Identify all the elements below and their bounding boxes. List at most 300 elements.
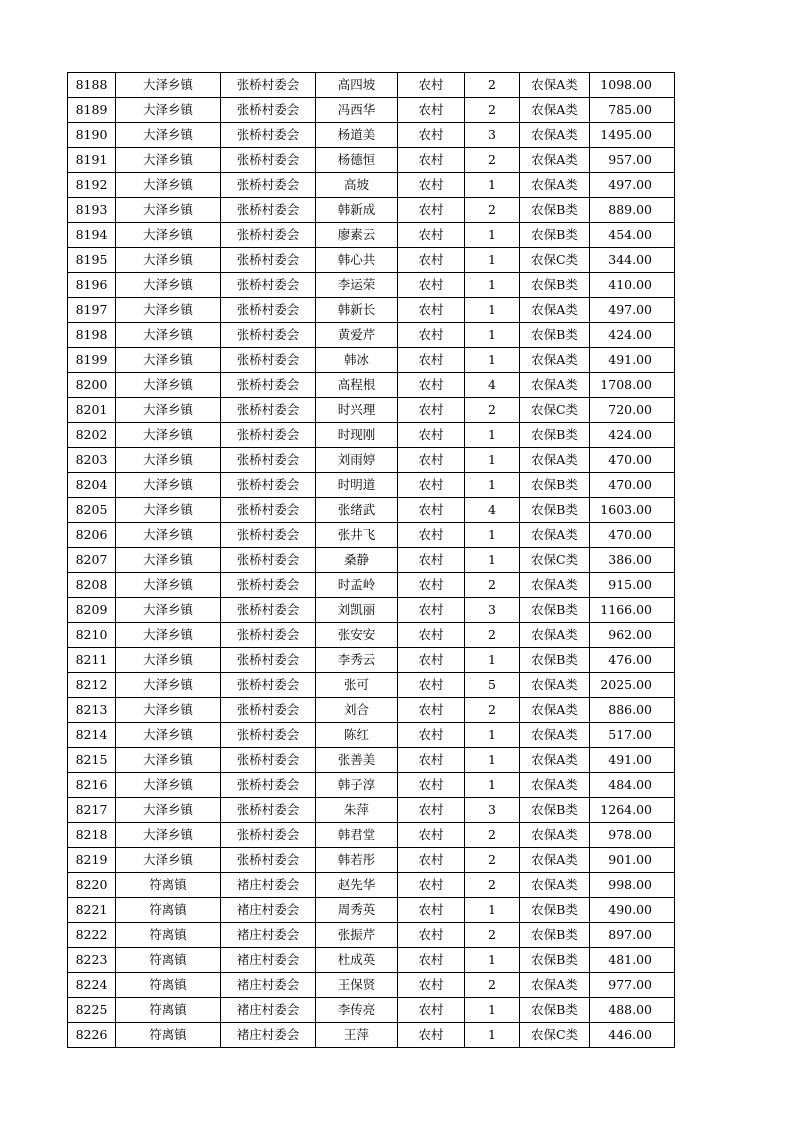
household-size-cell: 1	[465, 248, 520, 273]
record-number-cell: 8226	[68, 1023, 116, 1048]
person-name-cell: 韩冰	[316, 348, 398, 373]
town-cell: 大泽乡镇	[116, 548, 221, 573]
table-row	[68, 223, 675, 248]
amount-cell: 470.00	[590, 523, 675, 548]
village-committee-cell: 张桥村委会	[221, 223, 316, 248]
person-name-cell: 时孟岭	[316, 573, 398, 598]
household-type-cell: 农村	[398, 373, 465, 398]
household-type-cell: 农村	[398, 448, 465, 473]
household-size-cell: 2	[465, 848, 520, 873]
household-size-cell: 1	[465, 723, 520, 748]
record-number-cell: 8205	[68, 498, 116, 523]
amount-cell: 977.00	[590, 973, 675, 998]
record-number-cell: 8213	[68, 698, 116, 723]
household-size-cell: 4	[465, 373, 520, 398]
record-number-cell: 8197	[68, 298, 116, 323]
household-size-cell: 2	[465, 923, 520, 948]
person-name-cell: 张井飞	[316, 523, 398, 548]
household-size-cell: 2	[465, 398, 520, 423]
village-committee-cell: 褚庄村委会	[221, 873, 316, 898]
town-cell: 大泽乡镇	[116, 848, 221, 873]
table-row	[68, 798, 675, 823]
insurance-category-cell: 农保A类	[520, 148, 590, 173]
village-committee-cell: 张桥村委会	[221, 798, 316, 823]
amount-cell: 491.00	[590, 348, 675, 373]
table-row	[68, 73, 675, 98]
record-number-cell: 8198	[68, 323, 116, 348]
household-type-cell: 农村	[398, 673, 465, 698]
village-committee-cell: 张桥村委会	[221, 398, 316, 423]
town-cell: 大泽乡镇	[116, 223, 221, 248]
person-name-cell: 高程根	[316, 373, 398, 398]
town-cell: 大泽乡镇	[116, 348, 221, 373]
household-size-cell: 2	[465, 573, 520, 598]
table-row	[68, 748, 675, 773]
town-cell: 大泽乡镇	[116, 298, 221, 323]
table-row	[68, 898, 675, 923]
person-name-cell: 刘合	[316, 698, 398, 723]
insurance-category-cell: 农保A类	[520, 673, 590, 698]
amount-cell: 978.00	[590, 823, 675, 848]
table-row	[68, 973, 675, 998]
record-number-cell: 8199	[68, 348, 116, 373]
village-committee-cell: 张桥村委会	[221, 623, 316, 648]
household-size-cell: 5	[465, 673, 520, 698]
amount-cell: 1098.00	[590, 73, 675, 98]
village-committee-cell: 张桥村委会	[221, 598, 316, 623]
record-number-cell: 8211	[68, 648, 116, 673]
insurance-category-cell: 农保B类	[520, 273, 590, 298]
village-committee-cell: 张桥村委会	[221, 673, 316, 698]
household-type-cell: 农村	[398, 323, 465, 348]
household-type-cell: 农村	[398, 298, 465, 323]
town-cell: 大泽乡镇	[116, 473, 221, 498]
insurance-category-cell: 农保B类	[520, 223, 590, 248]
household-type-cell: 农村	[398, 248, 465, 273]
town-cell: 大泽乡镇	[116, 748, 221, 773]
person-name-cell: 刘凯丽	[316, 598, 398, 623]
person-name-cell: 陈红	[316, 723, 398, 748]
household-size-cell: 2	[465, 73, 520, 98]
household-size-cell: 2	[465, 698, 520, 723]
household-size-cell: 1	[465, 748, 520, 773]
insurance-category-cell: 农保A类	[520, 173, 590, 198]
amount-cell: 424.00	[590, 423, 675, 448]
amount-cell: 886.00	[590, 698, 675, 723]
person-name-cell: 时兴理	[316, 398, 398, 423]
household-type-cell: 农村	[398, 973, 465, 998]
household-size-cell: 1	[465, 548, 520, 573]
village-committee-cell: 褚庄村委会	[221, 973, 316, 998]
town-cell: 符离镇	[116, 873, 221, 898]
town-cell: 大泽乡镇	[116, 573, 221, 598]
table-row	[68, 598, 675, 623]
household-type-cell: 农村	[398, 948, 465, 973]
insurance-category-cell: 农保A类	[520, 623, 590, 648]
table-row	[68, 773, 675, 798]
table-row	[68, 273, 675, 298]
person-name-cell: 韩新长	[316, 298, 398, 323]
amount-cell: 2025.00	[590, 673, 675, 698]
household-type-cell: 农村	[398, 748, 465, 773]
insurance-category-cell: 农保C类	[520, 248, 590, 273]
town-cell: 大泽乡镇	[116, 698, 221, 723]
village-committee-cell: 张桥村委会	[221, 73, 316, 98]
record-number-cell: 8221	[68, 898, 116, 923]
household-type-cell: 农村	[398, 698, 465, 723]
insurance-category-cell: 农保A类	[520, 573, 590, 598]
person-name-cell: 李秀云	[316, 648, 398, 673]
amount-cell: 785.00	[590, 98, 675, 123]
table-row	[68, 173, 675, 198]
record-number-cell: 8224	[68, 973, 116, 998]
household-size-cell: 1	[465, 948, 520, 973]
table-row	[68, 348, 675, 373]
amount-cell: 386.00	[590, 548, 675, 573]
insurance-category-cell: 农保B类	[520, 923, 590, 948]
household-type-cell: 农村	[398, 148, 465, 173]
household-type-cell: 农村	[398, 573, 465, 598]
insurance-category-cell: 农保B类	[520, 473, 590, 498]
record-number-cell: 8203	[68, 448, 116, 473]
insurance-category-cell: 农保A类	[520, 98, 590, 123]
household-type-cell: 农村	[398, 198, 465, 223]
record-number-cell: 8215	[68, 748, 116, 773]
amount-cell: 497.00	[590, 173, 675, 198]
table-row	[68, 398, 675, 423]
amount-cell: 470.00	[590, 473, 675, 498]
person-name-cell: 韩若彤	[316, 848, 398, 873]
town-cell: 符离镇	[116, 998, 221, 1023]
person-name-cell: 赵先华	[316, 873, 398, 898]
insurance-category-cell: 农保A类	[520, 773, 590, 798]
record-number-cell: 8202	[68, 423, 116, 448]
insurance-category-cell: 农保B类	[520, 498, 590, 523]
village-committee-cell: 张桥村委会	[221, 298, 316, 323]
records-table-body	[68, 73, 675, 1048]
record-number-cell: 8217	[68, 798, 116, 823]
village-committee-cell: 张桥村委会	[221, 273, 316, 298]
insurance-category-cell: 农保B类	[520, 948, 590, 973]
person-name-cell: 时现刚	[316, 423, 398, 448]
table-row	[68, 948, 675, 973]
village-committee-cell: 张桥村委会	[221, 173, 316, 198]
table-row	[68, 673, 675, 698]
town-cell: 大泽乡镇	[116, 823, 221, 848]
table-row	[68, 873, 675, 898]
town-cell: 大泽乡镇	[116, 73, 221, 98]
household-size-cell: 2	[465, 973, 520, 998]
record-number-cell: 8219	[68, 848, 116, 873]
record-number-cell: 8195	[68, 248, 116, 273]
household-type-cell: 农村	[398, 398, 465, 423]
insurance-category-cell: 农保A类	[520, 748, 590, 773]
insurance-category-cell: 农保A类	[520, 298, 590, 323]
record-number-cell: 8206	[68, 523, 116, 548]
town-cell: 大泽乡镇	[116, 373, 221, 398]
record-number-cell: 8212	[68, 673, 116, 698]
table-row	[68, 648, 675, 673]
village-committee-cell: 张桥村委会	[221, 648, 316, 673]
town-cell: 大泽乡镇	[116, 673, 221, 698]
household-size-cell: 1	[465, 773, 520, 798]
household-size-cell: 1	[465, 423, 520, 448]
village-committee-cell: 张桥村委会	[221, 373, 316, 398]
village-committee-cell: 张桥村委会	[221, 523, 316, 548]
household-size-cell: 4	[465, 498, 520, 523]
town-cell: 符离镇	[116, 923, 221, 948]
village-committee-cell: 张桥村委会	[221, 348, 316, 373]
amount-cell: 488.00	[590, 998, 675, 1023]
table-row	[68, 498, 675, 523]
household-size-cell: 1	[465, 473, 520, 498]
village-committee-cell: 张桥村委会	[221, 448, 316, 473]
amount-cell: 1495.00	[590, 123, 675, 148]
town-cell: 大泽乡镇	[116, 773, 221, 798]
town-cell: 大泽乡镇	[116, 798, 221, 823]
village-committee-cell: 褚庄村委会	[221, 998, 316, 1023]
insurance-category-cell: 农保A类	[520, 348, 590, 373]
household-size-cell: 2	[465, 198, 520, 223]
record-number-cell: 8220	[68, 873, 116, 898]
person-name-cell: 王保贤	[316, 973, 398, 998]
village-committee-cell: 张桥村委会	[221, 198, 316, 223]
person-name-cell: 廖素云	[316, 223, 398, 248]
town-cell: 大泽乡镇	[116, 523, 221, 548]
town-cell: 大泽乡镇	[116, 98, 221, 123]
person-name-cell: 韩子淳	[316, 773, 398, 798]
insurance-category-cell: 农保A类	[520, 523, 590, 548]
table-row	[68, 848, 675, 873]
table-row	[68, 523, 675, 548]
amount-cell: 446.00	[590, 1023, 675, 1048]
person-name-cell: 张善美	[316, 748, 398, 773]
household-size-cell: 1	[465, 273, 520, 298]
village-committee-cell: 张桥村委会	[221, 423, 316, 448]
household-type-cell: 农村	[398, 898, 465, 923]
insurance-category-cell: 农保B类	[520, 198, 590, 223]
person-name-cell: 时明道	[316, 473, 398, 498]
insurance-category-cell: 农保A类	[520, 123, 590, 148]
household-type-cell: 农村	[398, 723, 465, 748]
amount-cell: 1264.00	[590, 798, 675, 823]
household-type-cell: 农村	[398, 798, 465, 823]
record-number-cell: 8188	[68, 73, 116, 98]
insurance-category-cell: 农保A类	[520, 823, 590, 848]
household-type-cell: 农村	[398, 873, 465, 898]
person-name-cell: 李传亮	[316, 998, 398, 1023]
record-number-cell: 8222	[68, 923, 116, 948]
town-cell: 大泽乡镇	[116, 123, 221, 148]
record-number-cell: 8208	[68, 573, 116, 598]
town-cell: 符离镇	[116, 898, 221, 923]
table-row	[68, 698, 675, 723]
town-cell: 大泽乡镇	[116, 148, 221, 173]
household-type-cell: 农村	[398, 773, 465, 798]
household-size-cell: 1	[465, 348, 520, 373]
table-row	[68, 148, 675, 173]
village-committee-cell: 张桥村委会	[221, 548, 316, 573]
amount-cell: 470.00	[590, 448, 675, 473]
record-number-cell: 8193	[68, 198, 116, 223]
village-committee-cell: 张桥村委会	[221, 98, 316, 123]
record-number-cell: 8207	[68, 548, 116, 573]
record-number-cell: 8218	[68, 823, 116, 848]
village-committee-cell: 张桥村委会	[221, 773, 316, 798]
table-row	[68, 923, 675, 948]
household-type-cell: 农村	[398, 923, 465, 948]
amount-cell: 454.00	[590, 223, 675, 248]
household-size-cell: 1	[465, 173, 520, 198]
table-row	[68, 548, 675, 573]
person-name-cell: 韩心共	[316, 248, 398, 273]
household-size-cell: 1	[465, 648, 520, 673]
household-type-cell: 农村	[398, 273, 465, 298]
table-row	[68, 123, 675, 148]
village-committee-cell: 褚庄村委会	[221, 898, 316, 923]
town-cell: 大泽乡镇	[116, 198, 221, 223]
table-row	[68, 623, 675, 648]
village-committee-cell: 褚庄村委会	[221, 1023, 316, 1048]
household-type-cell: 农村	[398, 1023, 465, 1048]
household-type-cell: 农村	[398, 498, 465, 523]
insurance-category-cell: 农保B类	[520, 423, 590, 448]
town-cell: 符离镇	[116, 973, 221, 998]
village-committee-cell: 张桥村委会	[221, 573, 316, 598]
insurance-category-cell: 农保B类	[520, 598, 590, 623]
amount-cell: 962.00	[590, 623, 675, 648]
town-cell: 大泽乡镇	[116, 723, 221, 748]
village-committee-cell: 张桥村委会	[221, 323, 316, 348]
insurance-category-cell: 农保A类	[520, 973, 590, 998]
amount-cell: 1603.00	[590, 498, 675, 523]
household-type-cell: 农村	[398, 523, 465, 548]
record-number-cell: 8201	[68, 398, 116, 423]
household-type-cell: 农村	[398, 598, 465, 623]
household-size-cell: 3	[465, 798, 520, 823]
town-cell: 大泽乡镇	[116, 273, 221, 298]
amount-cell: 497.00	[590, 298, 675, 323]
village-committee-cell: 张桥村委会	[221, 123, 316, 148]
household-size-cell: 2	[465, 623, 520, 648]
table-row	[68, 723, 675, 748]
amount-cell: 897.00	[590, 923, 675, 948]
insurance-category-cell: 农保A类	[520, 373, 590, 398]
person-name-cell: 王萍	[316, 1023, 398, 1048]
household-type-cell: 农村	[398, 823, 465, 848]
amount-cell: 424.00	[590, 323, 675, 348]
insurance-category-cell: 农保A类	[520, 448, 590, 473]
insurance-category-cell: 农保C类	[520, 398, 590, 423]
record-number-cell: 8194	[68, 223, 116, 248]
insurance-category-cell: 农保A类	[520, 723, 590, 748]
table-row	[68, 423, 675, 448]
town-cell: 大泽乡镇	[116, 648, 221, 673]
record-number-cell: 8192	[68, 173, 116, 198]
household-type-cell: 农村	[398, 423, 465, 448]
amount-cell: 490.00	[590, 898, 675, 923]
person-name-cell: 高坡	[316, 173, 398, 198]
town-cell: 大泽乡镇	[116, 248, 221, 273]
table-row	[68, 573, 675, 598]
table-row	[68, 823, 675, 848]
town-cell: 大泽乡镇	[116, 423, 221, 448]
household-type-cell: 农村	[398, 173, 465, 198]
person-name-cell: 李运荣	[316, 273, 398, 298]
person-name-cell: 杨道美	[316, 123, 398, 148]
table-row	[68, 248, 675, 273]
insurance-category-cell: 农保B类	[520, 898, 590, 923]
household-size-cell: 2	[465, 873, 520, 898]
amount-cell: 957.00	[590, 148, 675, 173]
table-row	[68, 998, 675, 1023]
household-size-cell: 1	[465, 998, 520, 1023]
amount-cell: 901.00	[590, 848, 675, 873]
table-row	[68, 323, 675, 348]
household-type-cell: 农村	[398, 473, 465, 498]
person-name-cell: 韩新成	[316, 198, 398, 223]
household-type-cell: 农村	[398, 848, 465, 873]
table-row	[68, 1023, 675, 1048]
household-size-cell: 1	[465, 448, 520, 473]
table-row	[68, 448, 675, 473]
amount-cell: 889.00	[590, 198, 675, 223]
record-number-cell: 8210	[68, 623, 116, 648]
household-size-cell: 1	[465, 1023, 520, 1048]
amount-cell: 344.00	[590, 248, 675, 273]
table-row	[68, 98, 675, 123]
insurance-category-cell: 农保C类	[520, 1023, 590, 1048]
town-cell: 大泽乡镇	[116, 598, 221, 623]
amount-cell: 484.00	[590, 773, 675, 798]
insurance-category-cell: 农保A类	[520, 73, 590, 98]
household-type-cell: 农村	[398, 98, 465, 123]
person-name-cell: 周秀英	[316, 898, 398, 923]
amount-cell: 491.00	[590, 748, 675, 773]
village-committee-cell: 张桥村委会	[221, 498, 316, 523]
record-number-cell: 8200	[68, 373, 116, 398]
village-committee-cell: 张桥村委会	[221, 248, 316, 273]
person-name-cell: 冯西华	[316, 98, 398, 123]
household-type-cell: 农村	[398, 123, 465, 148]
insurance-category-cell: 农保C类	[520, 548, 590, 573]
insurance-category-cell: 农保A类	[520, 873, 590, 898]
household-type-cell: 农村	[398, 223, 465, 248]
insurance-category-cell: 农保B类	[520, 998, 590, 1023]
person-name-cell: 黄爱芹	[316, 323, 398, 348]
town-cell: 大泽乡镇	[116, 398, 221, 423]
household-size-cell: 1	[465, 523, 520, 548]
amount-cell: 410.00	[590, 273, 675, 298]
town-cell: 大泽乡镇	[116, 448, 221, 473]
person-name-cell: 朱萍	[316, 798, 398, 823]
town-cell: 大泽乡镇	[116, 323, 221, 348]
record-number-cell: 8204	[68, 473, 116, 498]
record-number-cell: 8223	[68, 948, 116, 973]
person-name-cell: 杜成英	[316, 948, 398, 973]
village-committee-cell: 张桥村委会	[221, 698, 316, 723]
person-name-cell: 桑静	[316, 548, 398, 573]
table-row	[68, 298, 675, 323]
records-table	[67, 72, 675, 1048]
household-size-cell: 1	[465, 223, 520, 248]
record-number-cell: 8196	[68, 273, 116, 298]
table-row	[68, 373, 675, 398]
amount-cell: 476.00	[590, 648, 675, 673]
village-committee-cell: 张桥村委会	[221, 848, 316, 873]
village-committee-cell: 张桥村委会	[221, 823, 316, 848]
table-row	[68, 198, 675, 223]
